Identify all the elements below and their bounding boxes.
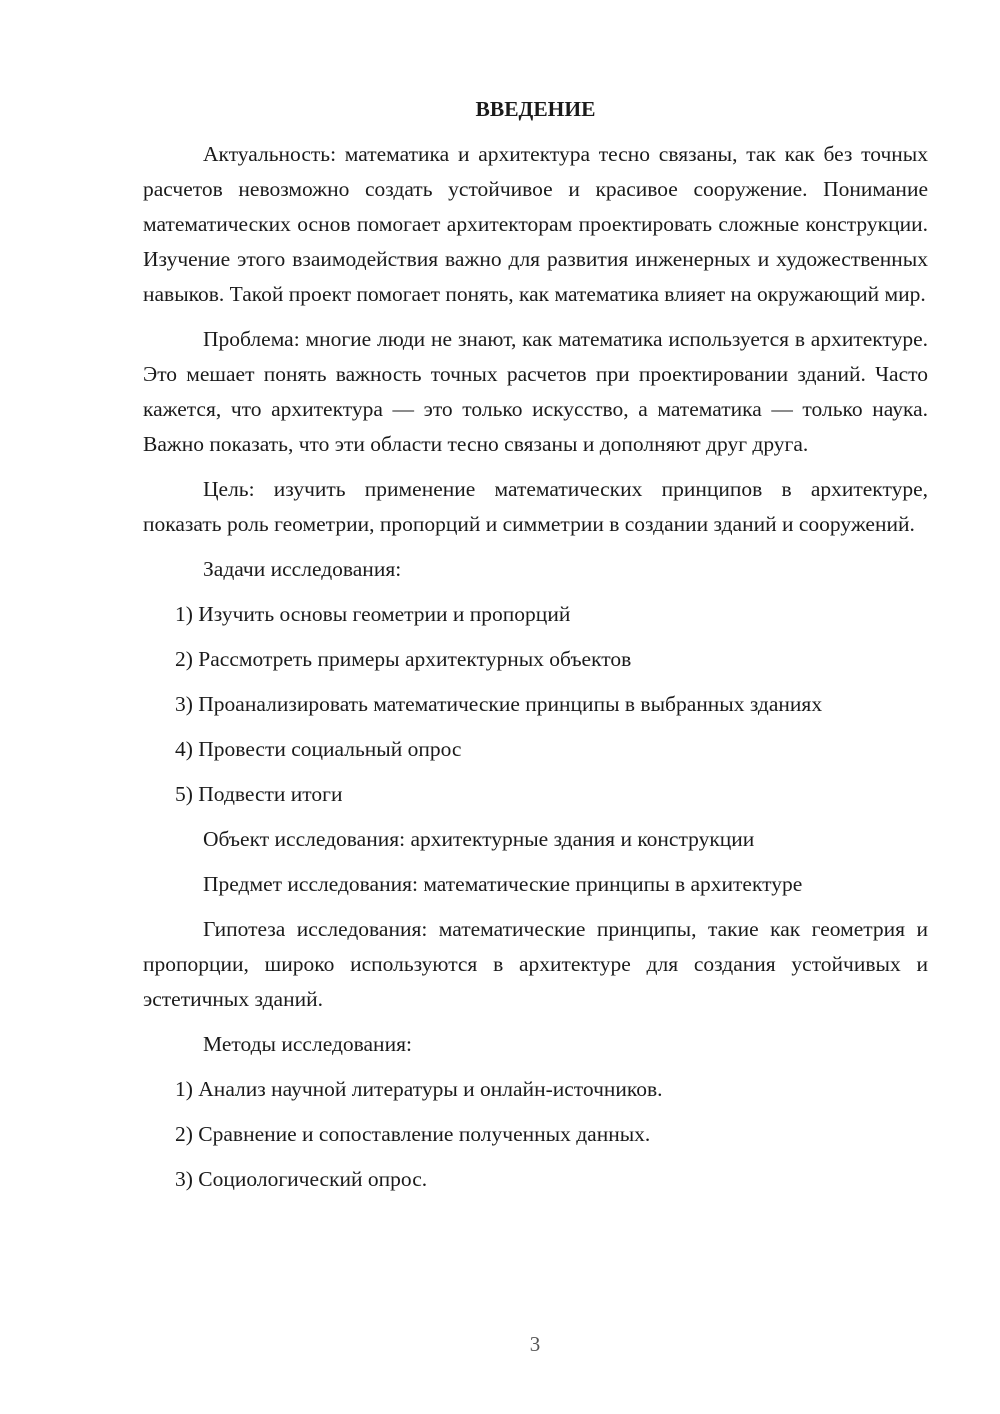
methods-heading: Методы исследования: [203,1032,412,1056]
list-item: 3) Социологический опрос. [175,1167,428,1191]
list-item: 2) Рассмотреть примеры архитектурных объектов [175,647,632,671]
list-item: 4) Провести социальный опрос [175,737,462,761]
list-item: 1) Анализ научной литературы и онлайн-источников. [175,1077,663,1101]
list-item: 3) Проанализировать математические принципы в выбранных зданиях [175,692,823,716]
object-line: Объект исследования: архитектурные здания и конструкции [203,827,755,851]
page-number: 3 [529,1332,541,1356]
subject-line: Предмет исследования: математические принципы в архитектуре [203,872,803,896]
relevance-paragraph: Актуальность: математика и архитектура тесно связаны, так как без точных расчетов невозможно создать устойчивое и красивое сооружение. Понимание математических основ помогает архитекторам проектировать сложные конструкции. Изучение этого взаимодействия важно для развития инженерных и художественных навыков. Такой проект помогает понять, как математика влияет на окружающий мир. [143,142,928,306]
list-item: 5) Подвести итоги [175,782,343,806]
problem-paragraph: Проблема: многие люди не знают, как математика используется в архитектуре. Это мешает понять важность точных расчетов при проектировании зданий. Часто кажется, что архитектура — это только искусство, а математика — только наука. Важно показать, что эти области тесно связаны и дополняют друг друга. [143,327,928,456]
list-item: 1) Изучить основы геометрии и пропорций [175,602,571,626]
list-item: 2) Сравнение и сопоставление полученных данных. [175,1122,651,1146]
methods-list [143,1072,928,1197]
tasks-heading: Задачи исследования: [203,557,402,581]
tasks-list [143,597,928,812]
document-page [143,92,928,1207]
page-title: ВВЕДЕНИЕ [475,97,596,121]
goal-paragraph: Цель: изучить применение математических принципов в архитектуре, показать роль геометрии, пропорций и симметрии в создании зданий и сооружений. [143,477,928,536]
hypothesis-paragraph: Гипотеза исследования: математические принципы, такие как геометрия и пропорции, широко используются в архитектуре для создания устойчивых и эстетичных зданий. [143,917,928,1011]
